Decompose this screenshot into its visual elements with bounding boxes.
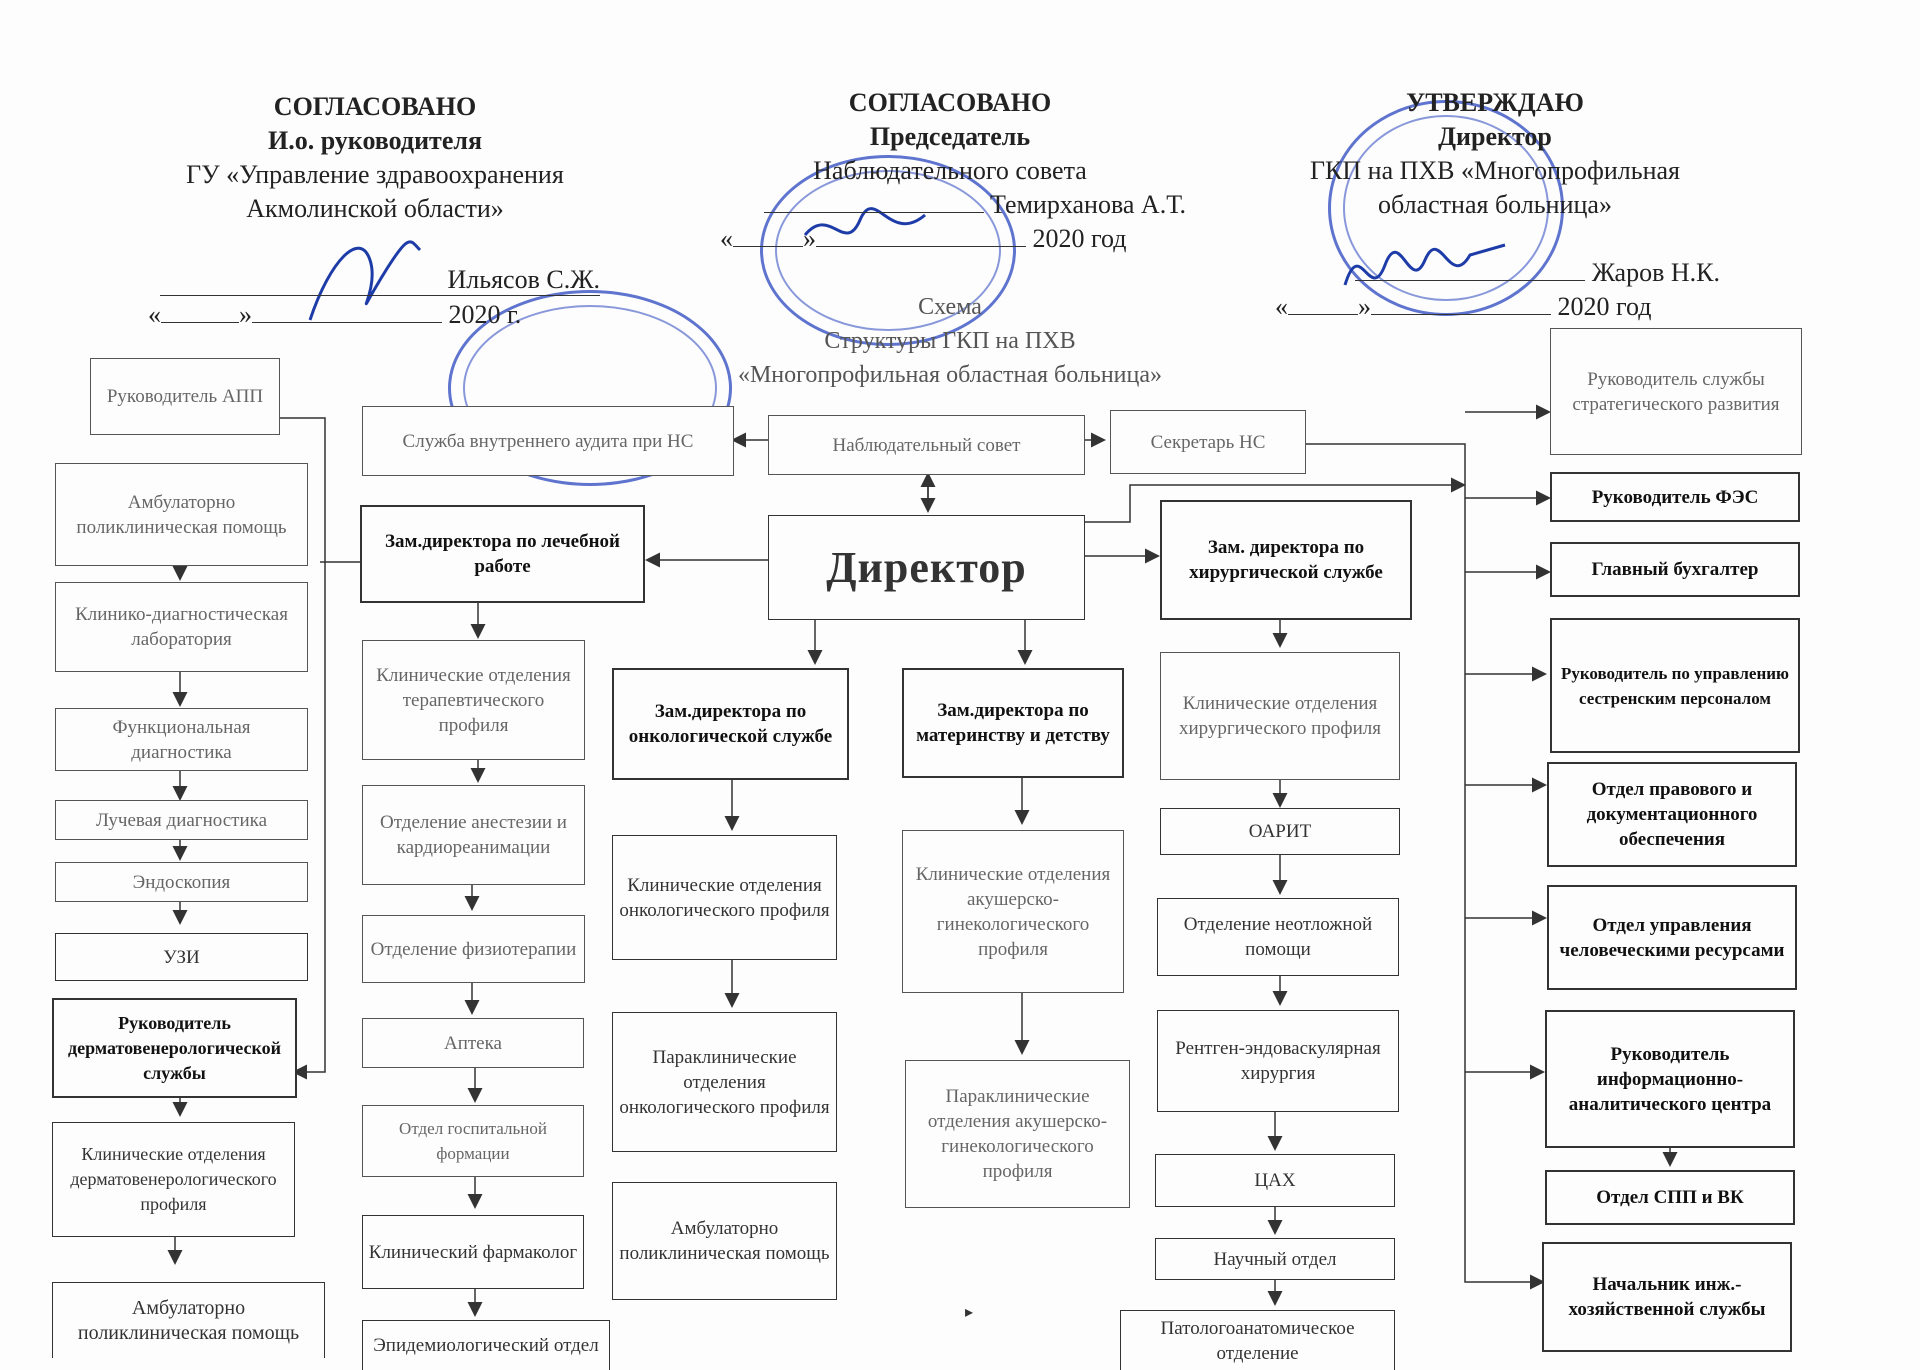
box-mat-paraclinical: Параклинические отделения акушерско-гинекологического профиля xyxy=(905,1060,1130,1208)
box-surg-oarit: ОАРИТ xyxy=(1160,808,1400,855)
scheme-title-line3: «Многопрофильная областная больница» xyxy=(737,362,1163,388)
box-left-ultrasound: УЗИ xyxy=(55,933,308,981)
approval-mid-name: Темирханова А.Т. xyxy=(706,190,1186,220)
approval-mid-date: « » 2020 год xyxy=(720,224,1127,253)
approval-right-org2: областная больница» xyxy=(1378,190,1612,219)
box-right-engineering: Начальник инж.-хозяйственной службы xyxy=(1542,1242,1792,1352)
box-surg-cah: ЦАХ xyxy=(1155,1154,1395,1207)
box-right-legal: Отдел правового и документационного обеспечения xyxy=(1547,762,1797,867)
box-right-it-center: Руководитель информационно-аналитического центра xyxy=(1545,1010,1795,1148)
box-surg-emergency: Отделение неотложной помощи xyxy=(1157,898,1399,976)
box-med-anesthesia: Отделение анестезии и кардиореанимации xyxy=(362,785,585,885)
box-internal-audit: Служба внутреннего аудита при НС xyxy=(362,406,734,476)
approval-left-role: И.о. руководителя xyxy=(267,126,483,155)
box-apt-head: Руководитель АПП xyxy=(90,358,280,435)
box-deputy-surgery: Зам. директора по хирургической службе xyxy=(1160,500,1412,620)
approval-left-org2: Акмолинской области» xyxy=(246,194,504,223)
approval-right-org1: ГКП на ПХВ «Многопрофильная xyxy=(1310,156,1680,185)
box-supervisory-council: Наблюдательный совет xyxy=(768,415,1085,475)
box-onc-outpatient: Амбулаторно поликлиническая помощь xyxy=(612,1182,837,1300)
approval-left-org1: ГУ «Управление здравоохранения xyxy=(186,160,564,189)
box-med-physiotherapy: Отделение физиотерапии xyxy=(362,915,585,983)
approval-right-name: Жаров Н.К. xyxy=(1300,258,1720,288)
box-right-finance: Руководитель ФЭС xyxy=(1550,472,1800,522)
box-left-outpatient-2: Амбулаторно поликлиническая помощь xyxy=(52,1282,325,1358)
approval-right-title: УТВЕРЖДАЮ xyxy=(1406,88,1584,117)
box-right-spp-vk: Отдел СПП и ВК xyxy=(1545,1170,1795,1225)
box-surg-pathology: Патологоанатомическое отделение xyxy=(1120,1310,1395,1370)
box-left-radiology: Лучевая диагностика xyxy=(55,800,308,840)
approval-left-date: « » 2020 г. xyxy=(148,300,522,329)
box-onc-paraclinical: Параклинические отделения онкологического профиля xyxy=(612,1012,837,1152)
approval-left-name: Ильясов С.Ж. xyxy=(160,265,600,296)
box-surg-endovascular: Рентген-эндоваскулярная хирургия xyxy=(1157,1010,1399,1112)
scheme-title-line1: Схема xyxy=(918,294,982,320)
box-secretary: Секретарь НС xyxy=(1110,410,1306,474)
box-deputy-maternity: Зам.директора по материнству и детству xyxy=(902,668,1124,778)
box-onc-clinical: Клинические отделения онкологического профиля xyxy=(612,835,837,960)
box-right-hr: Отдел управления человеческими ресурсами xyxy=(1547,885,1797,990)
box-left-dermatology-head: Руководитель дерматовенерологической службы xyxy=(52,998,297,1098)
approval-mid-role: Председатель xyxy=(869,122,1031,151)
box-surg-science: Научный отдел xyxy=(1155,1238,1395,1280)
box-med-pharmacologist: Клинический фармаколог xyxy=(362,1215,584,1289)
box-right-strategy: Руководитель службы стратегического развития xyxy=(1550,328,1802,455)
approval-right-role: Директор xyxy=(1438,122,1552,151)
approval-left-title: СОГЛАСОВАНО xyxy=(273,92,477,121)
box-med-epidemiology: Эпидемиологический отдел xyxy=(362,1320,610,1370)
box-left-dermatology-depts: Клинические отделения дерматовенерологического профиля xyxy=(52,1122,295,1237)
box-med-pharmacy: Аптека xyxy=(362,1018,584,1068)
box-left-outpatient: Амбулаторно поликлиническая помощь xyxy=(55,463,308,566)
approval-mid-org: Наблюдательного совета xyxy=(813,156,1087,185)
box-right-nursing: Руководитель по управлению сестренским персоналом xyxy=(1550,618,1800,753)
approval-mid-title: СОГЛАСОВАНО xyxy=(848,88,1052,117)
box-deputy-oncology: Зам.директора по онкологической службе xyxy=(612,668,849,780)
box-left-endoscopy: Эндоскопия xyxy=(55,862,308,902)
box-med-therapeutic: Клинические отделения терапевтического профиля xyxy=(362,640,585,760)
approval-right-date: « » 2020 год xyxy=(1275,292,1652,321)
box-left-functional: Функциональная диагностика xyxy=(55,708,308,771)
box-surg-clinical: Клинические отделения хирургического профиля xyxy=(1160,652,1400,780)
box-left-lab: Клинико-диагностическая лаборатория xyxy=(55,582,308,672)
box-director: Директор xyxy=(768,515,1085,620)
box-mat-clinical: Клинические отделения акушерско-гинекологического профиля xyxy=(902,830,1124,993)
small-arrow-marker: ▸ xyxy=(965,1304,974,1321)
box-right-accountant: Главный бухгалтер xyxy=(1550,542,1800,597)
box-deputy-medical: Зам.директора по лечебной работе xyxy=(360,505,645,603)
scheme-title-line2: Структуры ГКП на ПХВ xyxy=(824,328,1076,354)
box-med-hospital-formulary: Отдел госпитальной формации xyxy=(362,1105,584,1177)
